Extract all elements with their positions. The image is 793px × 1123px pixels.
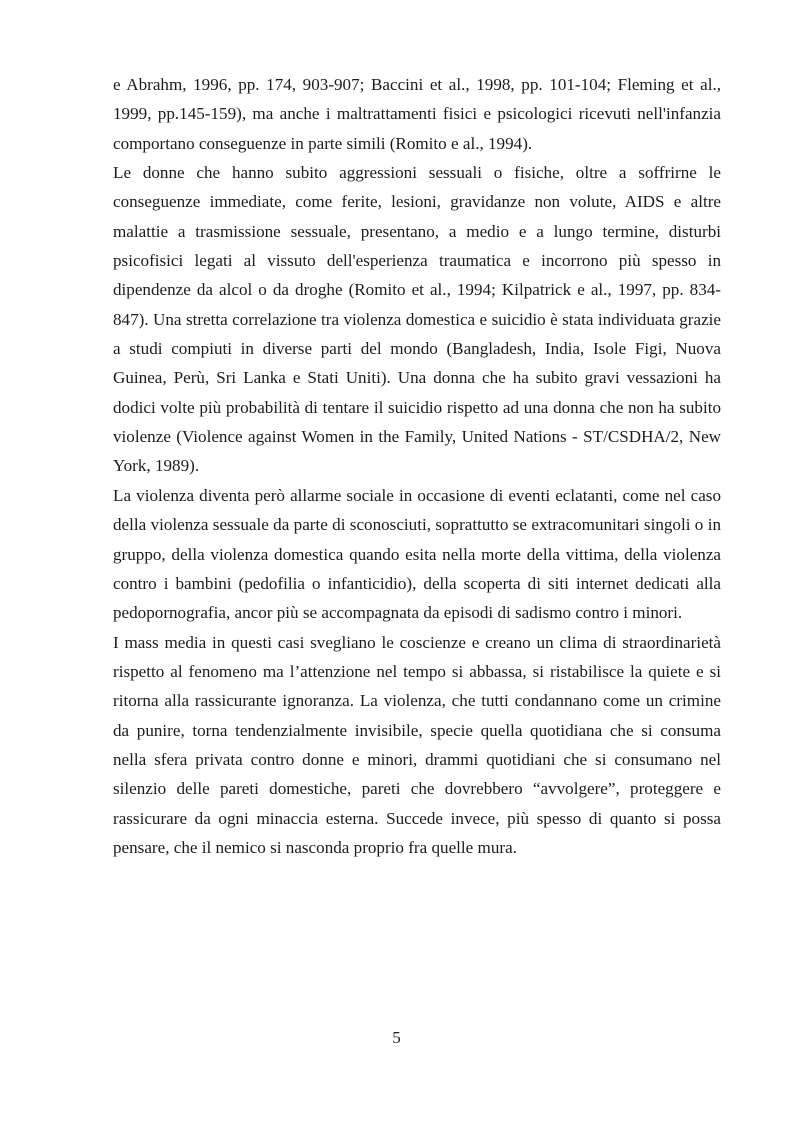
paragraph-1: e Abrahm, 1996, pp. 174, 903-907; Baccini et al., 1998, pp. 101-104; Fleming et al., 1999, pp.145-159), ma anche i maltrattamenti fisici e psicologici ricevuti nell'infanzia comportano conseguenze in parte simili (Romito e al., 1994). [113,75,721,153]
paragraph-3: La violenza diventa però allarme sociale in occasione di eventi eclatanti, come nel caso della violenza sessuale da parte di sconosciuti, soprattutto se extracomunitari singoli o in gruppo, della violenza domestica quando esita nella morte della vittima, della violenza contro i bambini (pedofilia o infanticidio), della scoperta di siti internet dedicati alla pedopornografia, ancor più se accompagnata da episodi di sadismo contro i minori. [113,485,721,623]
paragraph-4: I mass media in questi casi svegliano le coscienze e creano un clima di straordinarietà rispetto al fenomeno ma l’attenzione nel tempo si abbassa, si ristabilisce la quiete e si ritorna alla rassicurante ignoranza. La violenza, che tutti condannano come un crimine da punire, torna tendenzialmente invisibile, specie quella quotidiana che si consuma nella sfera privata contro donne e minori, drammi quotidiani che si consumano nel silenzio delle pareti domestiche, pareti che dovrebbero “avvolgere”, proteggere e rassicurare da ogni minaccia esterna. Succede invece, più spesso di quanto si possa pensare, che il nemico si nasconda proprio fra quelle mura. [113,632,721,857]
paragraph-2: Le donne che hanno subito aggressioni sessuali o fisiche, oltre a soffrirne le conseguenze immediate, come ferite, lesioni, gravidanze non volute, AIDS e altre malattie a trasmissione sessuale, presentano, a medio e a lungo termine, disturbi psicofisici legati al vissuto dell'esperienza traumatica e incorrono più spesso in dipendenze da alcol o da droghe (Romito et al., 1994; Kilpatrick e al., 1997, pp. 834-847). Una stretta correlazione tra violenza domestica e suicidio è stata individuata grazie a studi compiuti in diverse parti del mondo (Bangladesh, India, Isole Figi, Nuova Guinea, Perù, Sri Lanka e Stati Uniti). Una donna che ha subito gravi vessazioni ha dodici volte più probabilità di tentare il suicidio rispetto ad una donna che non ha subito violenze (Violence against Women in the Family, United Nations - ST/CSDHA/2, New York, 1989). [113,163,721,476]
page-number: 5 [392,1028,401,1047]
body-text-block [113,70,721,862]
